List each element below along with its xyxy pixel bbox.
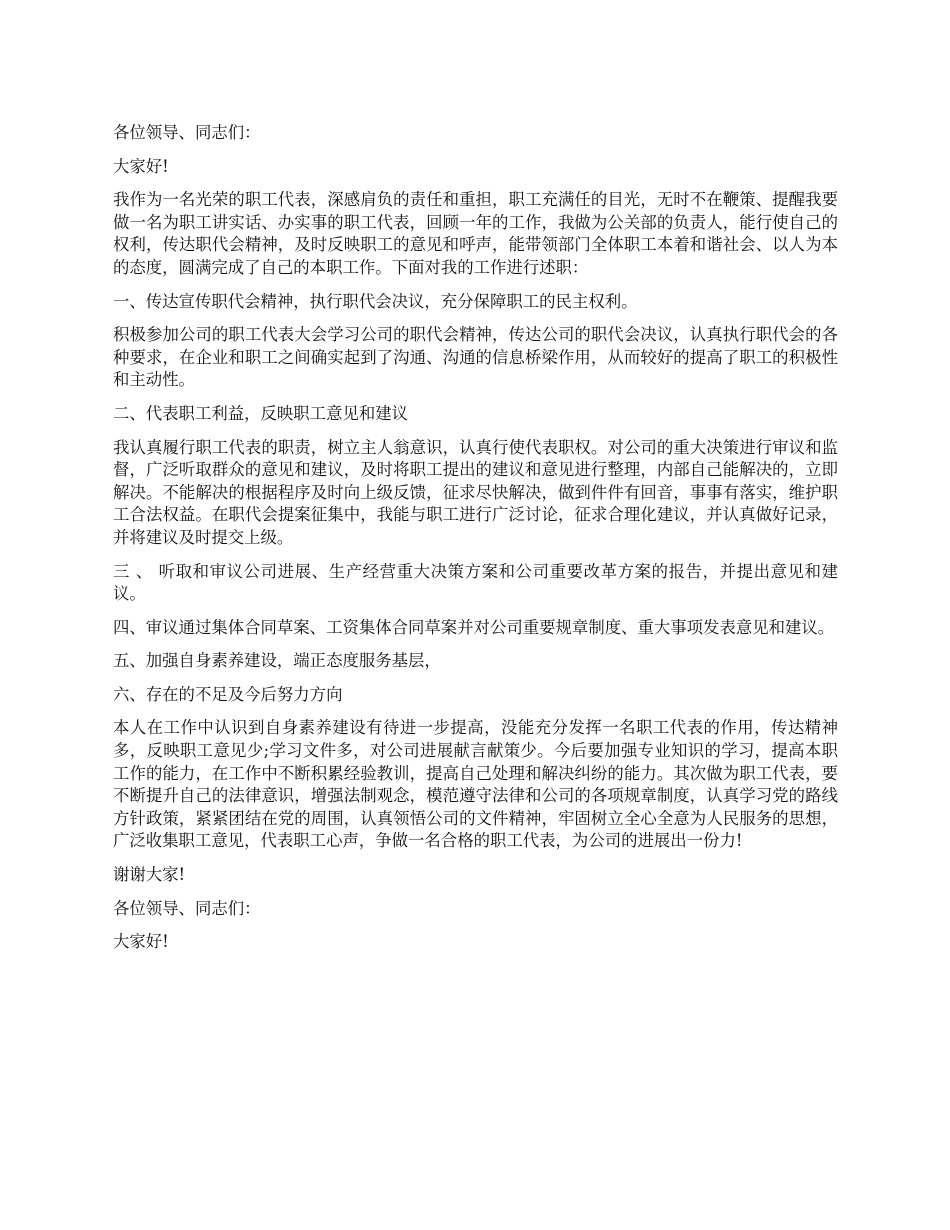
section-heading-5: 五、加强自身素养建设，端正态度服务基层， [113,651,441,671]
section-heading-4: 四、审议通过集体合同草案、工资集体合同草案并对公司重要规章制度、重大事项发表意见和建议。 [113,617,835,637]
greeting: 大家好! [113,156,169,176]
section-body-2: 我认真履行职工代表的职责，树立主人翁意识，认真行使代表职权。对公司的重大决策进行审议和监督，广泛听取群众的意见和建议，及时将职工提出的建议和意见进行整理，内部自己能解决的，立即解决。不能解决的根据程序及时向上级反馈，征求尽快解决，做到件件有回音，事事有落实，维护职工合法权益。在职代会提案征集中，我能与职工进行广泛讨论，征求合理化建议，并认真做好记录，并将建议及时提交上级。 [113,437,838,547]
section-body-1: 积极参加公司的职工代表大会学习公司的职代会精神，传达公司的职代会决议，认真执行职代会的各种要求，在企业和职工之间确实起到了沟通、沟通的信息桥梁作用，从而较好的提高了职工的积极性和主动性。 [113,325,838,390]
section-heading-3: 三 、 听取和审议公司进展、生产经营重大决策方案和公司重要改革方案的报告，并提出意见和建议。 [113,561,838,604]
salutation-repeat: 各位领导、同志们： [113,898,261,918]
closing-thanks: 谢谢大家! [113,865,186,885]
section-heading-2: 二、代表职工利益，反映职工意见和建议 [113,403,409,423]
salutation: 各位领导、同志们： [113,123,261,142]
document-body [113,122,838,965]
section-body-6: 本人在工作中认识到自身素养建设有待进一步提高，没能充分发挥一名职工代表的作用，传达精神多，反映职工意见少;学习文件多，对公司进展献言献策少。今后要加强专业知识的学习，提高本职工作的能力，在工作中不断积累经验教训，提高自己处理和解决纠纷的能力。其次做为职工代表，要不断提升自己的法律意识，增强法制观念，模范遵守法律和公司的各项规章制度，认真学习党的路线方针政策，紧紧团结在党的周围，认真领悟公司的文件精神，牢固树立全心全意为人民服务的思想，广泛收集职工意见，代表职工心声，争做一名合格的职工代表，为公司的进展出一份力! [113,718,838,851]
intro-paragraph: 我作为一名光荣的职工代表，深感肩负的责任和重担，职工充满任的目光，无时不在鞭策、提醒我要做一名为职工讲实话、办实事的职工代表，回顾一年的工作，我做为公关部的负责人，能行使自己的权利，传达职代会精神，及时反映职工的意见和呼声，能带领部门全体职工本着和谐社会、以人为本的态度，圆满完成了自己的本职工作。下面对我的工作进行述职： [113,190,838,277]
section-heading-1: 一、传达宣传职代会精神，执行职代会决议，充分保障职工的民主权利。 [113,291,638,311]
section-heading-6: 六、存在的不足及今后努力方向 [113,684,343,704]
greeting-repeat: 大家好! [113,932,169,952]
